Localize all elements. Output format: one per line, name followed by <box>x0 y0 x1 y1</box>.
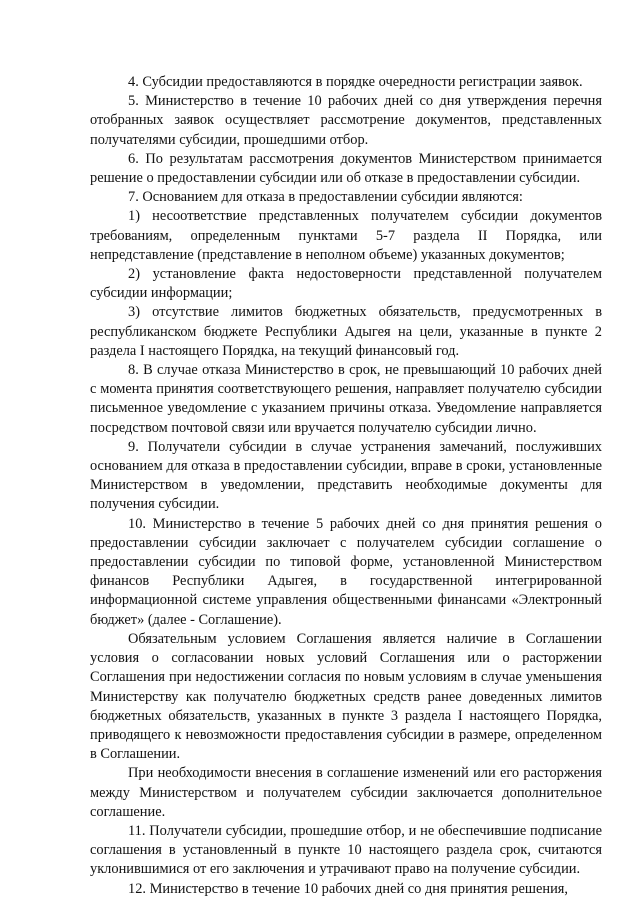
paragraph-item-6: 6. По результатам рассмотрения документов Министерством принимается решение о предоставлении субсидии или об отказе в предоставлении субсидии. <box>90 150 602 187</box>
paragraph-item-10: 10. Министерство в течение 5 рабочих дней со дня принятия решения о предоставлении субсидии заключает с получателем субсидии соглашение о предоставлении субсидии по типовой форме, установленной Министерством финансов Республики Адыгея, в государственной интегрированной информационной системе управления общественными финансами «Электронный бюджет» (далее - Соглашение). <box>90 515 602 628</box>
paragraph-item-11: 11. Получатели субсидии, прошедшие отбор, и не обеспечившие подписание соглашения в установленный в пункте 10 настоящего раздела срок, считаются уклонившимися от его заключения и утрачивают право на получение субсидии. <box>90 822 602 878</box>
document-body <box>90 73 602 899</box>
paragraph-item-4: 4. Субсидии предоставляются в порядке очередности регистрации заявок. <box>128 74 583 90</box>
paragraph-item-9: 9. Получатели субсидии в случае устранения замечаний, послуживших основанием для отказа в предоставлении субсидии, вправе в сроки, установленные Министерством в уведомлении, представить необходимые документы для получения субсидии. <box>90 438 602 513</box>
paragraph-subitem-2: 2) установление факта недостоверности представленной получателем субсидии информации; <box>90 266 602 302</box>
paragraph-item-7: 7. Основанием для отказа в предоставлении субсидии являются: <box>128 189 523 206</box>
paragraph-item-5: 5. Министерство в течение 10 рабочих дней со дня утверждения перечня отобранных заявок осуществляет рассмотрение документов, представленных получателями субсидии, прошедшими отбор. <box>90 93 602 148</box>
paragraph-item-12: 12. Министерство в течение 10 рабочих дней со дня принятия решения, <box>128 880 569 897</box>
paragraph-agreement-condition: Обязательным условием Соглашения является наличие в Соглашении условия о согласовании новых условий Соглашения или о расторжении Соглашения при недостижении согласия по новым условиям в случае уменьшения Министерству как получателю бюджетных средств ранее доведенных лимитов бюджетных обязательств, указанных в пункте 3 раздела I настоящего Порядка, приводящего к невозможности предоставления субсидии в размере, определенном в Соглашении. <box>90 630 602 763</box>
paragraph-subitem-3: 3) отсутствие лимитов бюджетных обязательств, предусмотренных в республиканском бюджете Республики Адыгея на цели, указанные в пункте 2 раздела I настоящего Порядка, на текущий финансовый год. <box>90 304 602 359</box>
paragraph-item-8: 8. В случае отказа Министерство в срок, не превышающий 10 рабочих дней с момента принятия соответствующего решения, направляет получателю субсидии письменное уведомление с указанием причины отказа. Уведомление направляется посредством почтовой связи или вручается получателю субсидии лично. <box>90 362 602 436</box>
paragraph-subitem-1: 1) несоответствие представленных получателем субсидии документов требованиям, определенным пунктами 5-7 раздела II Порядка, или непредставление (представление в неполном объеме) указанных документов; <box>90 208 602 263</box>
paragraph-agreement-amendment: При необходимости внесения в соглашение изменений или его расторжения между Министерством и получателем субсидии заключается дополнительное соглашение. <box>90 765 602 820</box>
